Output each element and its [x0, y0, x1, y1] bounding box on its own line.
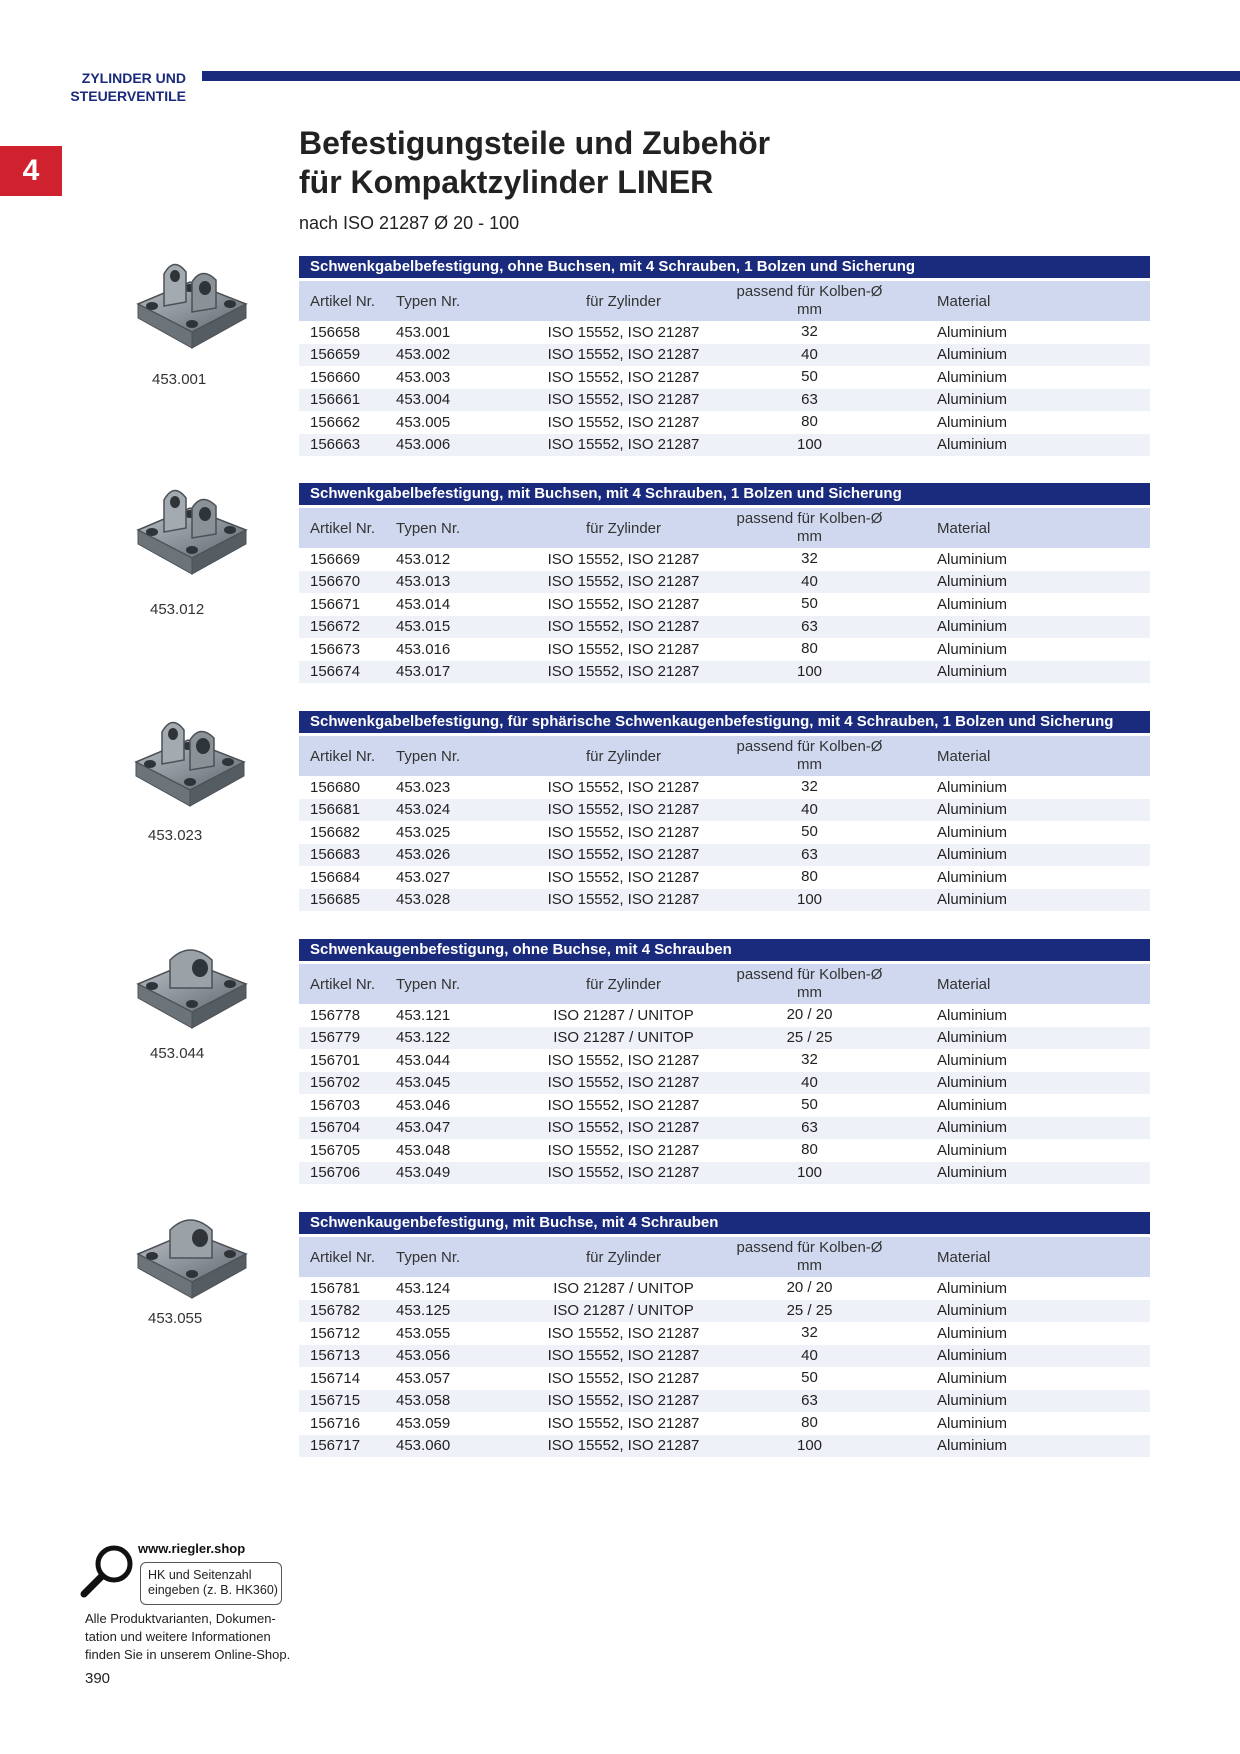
cell-material: Aluminium — [937, 323, 1008, 341]
cell-material: Aluminium — [937, 1051, 1008, 1069]
col-kolben-line2: mm — [797, 756, 822, 773]
table-header — [299, 281, 1150, 321]
cell-kolben: 80 — [801, 640, 818, 658]
cell-material: Aluminium — [937, 778, 1008, 796]
col-artikel: Artikel Nr. — [310, 747, 376, 765]
table-row — [299, 1277, 1150, 1300]
cell-material: Aluminium — [937, 1119, 1008, 1137]
cell-zylinder: ISO 15552, ISO 21287 — [547, 891, 700, 909]
cell-artikel: 156669 — [310, 550, 361, 568]
table-row — [299, 1345, 1150, 1368]
table-row — [299, 799, 1150, 822]
cell-artikel: 156670 — [310, 573, 361, 591]
cell-kolben: 20 / 20 — [786, 1279, 833, 1297]
page-title-line1: Befestigungsteile und Zubehör — [299, 125, 771, 161]
page-number: 390 — [85, 1670, 111, 1687]
cell-zylinder: ISO 15552, ISO 21287 — [547, 346, 700, 364]
cell-typen: 453.012 — [396, 550, 451, 568]
table-body — [299, 548, 1150, 683]
table-row — [299, 866, 1150, 889]
cell-artikel: 156685 — [310, 891, 361, 909]
table-row — [299, 1117, 1150, 1140]
cell-kolben: 63 — [801, 617, 818, 635]
cell-typen: 453.060 — [396, 1437, 451, 1455]
col-kolben-line1: passend für Kolben-Ø — [736, 283, 883, 300]
col-kolben — [706, 738, 913, 774]
table-row — [299, 889, 1150, 912]
cell-kolben: 40 — [801, 1346, 818, 1364]
cell-zylinder: ISO 21287 / UNITOP — [553, 1006, 694, 1024]
col-zylinder: für Zylinder — [585, 1248, 662, 1266]
col-kolben — [706, 966, 913, 1002]
col-zylinder: für Zylinder — [585, 292, 662, 310]
footer-text — [85, 1610, 290, 1664]
cell-kolben: 100 — [796, 435, 823, 453]
cell-material: Aluminium — [937, 1096, 1008, 1114]
cell-kolben: 80 — [801, 1414, 818, 1432]
cell-zylinder: ISO 15552, ISO 21287 — [547, 618, 700, 636]
table-row — [299, 1322, 1150, 1345]
cell-typen: 453.028 — [396, 891, 451, 909]
shop-hint-line1: HK und Seitenzahl — [148, 1568, 252, 1582]
table-header — [299, 736, 1150, 776]
col-kolben-line1: passend für Kolben-Ø — [736, 738, 883, 755]
footer-text-line3: finden Sie in unserem Online-Shop. — [85, 1647, 291, 1662]
cell-artikel: 156716 — [310, 1414, 361, 1432]
cell-artikel: 156778 — [310, 1006, 361, 1024]
cell-material: Aluminium — [937, 1369, 1008, 1387]
cell-material: Aluminium — [937, 1074, 1008, 1092]
product-block — [299, 483, 1150, 683]
cell-material: Aluminium — [937, 640, 1008, 658]
col-kolben-line2: mm — [797, 1257, 822, 1274]
cell-kolben: 100 — [796, 890, 823, 908]
table-row — [299, 1300, 1150, 1323]
block-title: Schwenkaugenbefestigung, mit Buchse, mit 4 Schrauben — [299, 1212, 1150, 1234]
cell-zylinder: ISO 15552, ISO 21287 — [547, 573, 700, 591]
footer-text-line2: tation und weitere Informationen — [85, 1629, 271, 1644]
cell-artikel: 156661 — [310, 391, 361, 409]
cell-artikel: 156712 — [310, 1324, 361, 1342]
table-header — [299, 1237, 1150, 1277]
cell-material: Aluminium — [937, 618, 1008, 636]
cell-kolben: 25 / 25 — [786, 1028, 833, 1046]
cell-kolben: 50 — [801, 1369, 818, 1387]
cell-kolben: 40 — [801, 800, 818, 818]
cell-typen: 453.057 — [396, 1369, 451, 1387]
page-title-line2: für Kompaktzylinder LINER — [299, 164, 714, 200]
col-artikel: Artikel Nr. — [310, 975, 376, 993]
cell-typen: 453.003 — [396, 368, 451, 386]
cell-material: Aluminium — [937, 1006, 1008, 1024]
product-block — [299, 711, 1150, 911]
table-row — [299, 321, 1150, 344]
cell-kolben: 63 — [801, 845, 818, 863]
cell-typen: 453.059 — [396, 1414, 451, 1432]
cell-artikel: 156782 — [310, 1302, 361, 1320]
cell-material: Aluminium — [937, 823, 1008, 841]
shop-hint-box — [140, 1562, 282, 1605]
cell-material: Aluminium — [937, 846, 1008, 864]
cell-artikel: 156671 — [310, 595, 361, 613]
cell-artikel: 156673 — [310, 640, 361, 658]
cell-zylinder: ISO 15552, ISO 21287 — [547, 1414, 700, 1432]
cell-artikel: 156714 — [310, 1369, 361, 1387]
col-zylinder: für Zylinder — [585, 519, 662, 537]
cell-kolben: 80 — [801, 1141, 818, 1159]
col-typen: Typen Nr. — [396, 747, 461, 765]
cell-material: Aluminium — [937, 436, 1008, 454]
table-row — [299, 821, 1150, 844]
cell-artikel: 156701 — [310, 1051, 361, 1069]
cell-artikel: 156705 — [310, 1141, 361, 1159]
cell-typen: 453.016 — [396, 640, 451, 658]
cell-zylinder: ISO 15552, ISO 21287 — [547, 436, 700, 454]
col-material: Material — [937, 747, 991, 765]
table-row — [299, 411, 1150, 434]
cell-zylinder: ISO 15552, ISO 21287 — [547, 1141, 700, 1159]
cell-material: Aluminium — [937, 1324, 1008, 1342]
section-label-line2: STEUERVENTILE — [70, 88, 186, 104]
cell-artikel: 156717 — [310, 1437, 361, 1455]
cell-zylinder: ISO 15552, ISO 21287 — [547, 640, 700, 658]
cell-artikel: 156704 — [310, 1119, 361, 1137]
cell-material: Aluminium — [937, 1302, 1008, 1320]
block-title: Schwenkgabelbefestigung, ohne Buchsen, mit 4 Schrauben, 1 Bolzen und Sicherung — [299, 256, 1150, 278]
col-material: Material — [937, 1248, 991, 1266]
cell-artikel: 156674 — [310, 663, 361, 681]
col-kolben-line2: mm — [797, 984, 822, 1001]
cell-material: Aluminium — [937, 413, 1008, 431]
cell-zylinder: ISO 15552, ISO 21287 — [547, 1051, 700, 1069]
col-zylinder: für Zylinder — [585, 747, 662, 765]
cell-artikel: 156706 — [310, 1164, 361, 1182]
product-image-label: 453.012 — [150, 601, 205, 618]
table-body — [299, 1277, 1150, 1457]
cell-material: Aluminium — [937, 868, 1008, 886]
table-row — [299, 661, 1150, 684]
cell-typen: 453.004 — [396, 391, 451, 409]
cell-artikel: 156779 — [310, 1029, 361, 1047]
table-row — [299, 1435, 1150, 1458]
cell-material: Aluminium — [937, 1029, 1008, 1047]
cell-kolben: 20 / 20 — [786, 1006, 833, 1024]
table-body — [299, 1004, 1150, 1184]
cell-kolben: 63 — [801, 390, 818, 408]
cell-material: Aluminium — [937, 1141, 1008, 1159]
table-header — [299, 964, 1150, 1004]
cell-typen: 453.122 — [396, 1029, 451, 1047]
cell-artikel: 156702 — [310, 1074, 361, 1092]
cell-zylinder: ISO 21287 / UNITOP — [553, 1302, 694, 1320]
cell-material: Aluminium — [937, 663, 1008, 681]
cell-material: Aluminium — [937, 573, 1008, 591]
table-row — [299, 1367, 1150, 1390]
cell-zylinder: ISO 15552, ISO 21287 — [547, 663, 700, 681]
product-image — [130, 1202, 250, 1312]
col-kolben — [706, 510, 913, 546]
cell-kolben: 100 — [796, 1436, 823, 1454]
cell-kolben: 32 — [801, 1051, 818, 1069]
table-row — [299, 366, 1150, 389]
cell-zylinder: ISO 15552, ISO 21287 — [547, 801, 700, 819]
cell-zylinder: ISO 15552, ISO 21287 — [547, 1369, 700, 1387]
table-header — [299, 508, 1150, 548]
cell-artikel: 156658 — [310, 323, 361, 341]
cell-material: Aluminium — [937, 346, 1008, 364]
cell-zylinder: ISO 21287 / UNITOP — [553, 1029, 694, 1047]
cell-kolben: 40 — [801, 1073, 818, 1091]
cell-kolben: 80 — [801, 413, 818, 431]
cell-zylinder: ISO 21287 / UNITOP — [553, 1279, 694, 1297]
cell-zylinder: ISO 15552, ISO 21287 — [547, 595, 700, 613]
cell-material: Aluminium — [937, 1347, 1008, 1365]
cell-typen: 453.025 — [396, 823, 451, 841]
footer-text-line1: Alle Produktvarianten, Dokumen- — [85, 1611, 276, 1626]
cell-typen: 453.015 — [396, 618, 451, 636]
cell-artikel: 156703 — [310, 1096, 361, 1114]
cell-kolben: 40 — [801, 572, 818, 590]
table-row — [299, 616, 1150, 639]
cell-typen: 453.055 — [396, 1324, 451, 1342]
cell-kolben: 25 / 25 — [786, 1301, 833, 1319]
cell-artikel: 156660 — [310, 368, 361, 386]
cell-zylinder: ISO 15552, ISO 21287 — [547, 778, 700, 796]
cell-artikel: 156680 — [310, 778, 361, 796]
cell-zylinder: ISO 15552, ISO 21287 — [547, 846, 700, 864]
cell-artikel: 156672 — [310, 618, 361, 636]
cell-kolben: 32 — [801, 323, 818, 341]
cell-zylinder: ISO 15552, ISO 21287 — [547, 1324, 700, 1342]
cell-artikel: 156781 — [310, 1279, 361, 1297]
cell-kolben: 63 — [801, 1118, 818, 1136]
col-typen: Typen Nr. — [396, 519, 461, 537]
table-row — [299, 1412, 1150, 1435]
table-row — [299, 1049, 1150, 1072]
cell-typen: 453.125 — [396, 1302, 451, 1320]
cell-artikel: 156683 — [310, 846, 361, 864]
cell-zylinder: ISO 15552, ISO 21287 — [547, 1096, 700, 1114]
cell-zylinder: ISO 15552, ISO 21287 — [547, 1437, 700, 1455]
col-kolben-line1: passend für Kolben-Ø — [736, 966, 883, 983]
product-image-label: 453.001 — [152, 371, 207, 388]
cell-artikel: 156663 — [310, 436, 361, 454]
product-block — [299, 256, 1150, 456]
cell-typen: 453.013 — [396, 573, 451, 591]
cell-kolben: 50 — [801, 368, 818, 386]
section-label — [60, 69, 186, 105]
cell-material: Aluminium — [937, 1414, 1008, 1432]
cell-typen: 453.049 — [396, 1164, 451, 1182]
table-row — [299, 1162, 1150, 1185]
cell-zylinder: ISO 15552, ISO 21287 — [547, 391, 700, 409]
col-kolben-line1: passend für Kolben-Ø — [736, 510, 883, 527]
col-artikel: Artikel Nr. — [310, 292, 376, 310]
cell-artikel: 156684 — [310, 868, 361, 886]
cell-kolben: 32 — [801, 550, 818, 568]
cell-typen: 453.048 — [396, 1141, 451, 1159]
cell-material: Aluminium — [937, 1164, 1008, 1182]
cell-zylinder: ISO 15552, ISO 21287 — [547, 823, 700, 841]
cell-typen: 453.006 — [396, 436, 451, 454]
section-label-line1: ZYLINDER UND — [81, 70, 186, 86]
cell-kolben: 100 — [796, 662, 823, 680]
product-image — [130, 252, 250, 362]
cell-artikel: 156681 — [310, 801, 361, 819]
cell-artikel: 156713 — [310, 1347, 361, 1365]
cell-typen: 453.005 — [396, 413, 451, 431]
magnifier-icon — [78, 1542, 138, 1602]
cell-typen: 453.017 — [396, 663, 451, 681]
cell-zylinder: ISO 15552, ISO 21287 — [547, 1164, 700, 1182]
cell-zylinder: ISO 15552, ISO 21287 — [547, 1392, 700, 1410]
cell-artikel: 156659 — [310, 346, 361, 364]
cell-typen: 453.027 — [396, 868, 451, 886]
col-artikel: Artikel Nr. — [310, 519, 376, 537]
cell-kolben: 32 — [801, 778, 818, 796]
cell-typen: 453.046 — [396, 1096, 451, 1114]
page-title — [299, 124, 770, 202]
shop-hint-line2: eingeben (z. B. HK360) — [148, 1583, 278, 1597]
col-artikel: Artikel Nr. — [310, 1248, 376, 1266]
cell-artikel: 156715 — [310, 1392, 361, 1410]
product-block — [299, 1212, 1150, 1457]
cell-kolben: 50 — [801, 823, 818, 841]
cell-zylinder: ISO 15552, ISO 21287 — [547, 413, 700, 431]
table-row — [299, 1072, 1150, 1095]
table-row — [299, 571, 1150, 594]
cell-zylinder: ISO 15552, ISO 21287 — [547, 323, 700, 341]
cell-kolben: 50 — [801, 1096, 818, 1114]
cell-zylinder: ISO 15552, ISO 21287 — [547, 368, 700, 386]
col-kolben-line2: mm — [797, 528, 822, 545]
cell-material: Aluminium — [937, 1437, 1008, 1455]
cell-zylinder: ISO 15552, ISO 21287 — [547, 1119, 700, 1137]
table-row — [299, 389, 1150, 412]
col-kolben-line2: mm — [797, 301, 822, 318]
col-zylinder: für Zylinder — [585, 975, 662, 993]
product-image — [130, 478, 250, 588]
cell-material: Aluminium — [937, 368, 1008, 386]
page-subtitle: nach ISO 21287 Ø 20 - 100 — [299, 213, 520, 233]
product-image-label: 453.023 — [148, 827, 203, 844]
table-body — [299, 321, 1150, 456]
cell-typen: 453.026 — [396, 846, 451, 864]
cell-typen: 453.024 — [396, 801, 451, 819]
cell-kolben: 40 — [801, 345, 818, 363]
col-kolben-line1: passend für Kolben-Ø — [736, 1239, 883, 1256]
cell-typen: 453.056 — [396, 1347, 451, 1365]
col-material: Material — [937, 292, 991, 310]
col-material: Material — [937, 519, 991, 537]
block-title: Schwenkgabelbefestigung, mit Buchsen, mit 4 Schrauben, 1 Bolzen und Sicherung — [299, 483, 1150, 505]
block-title: Schwenkaugenbefestigung, ohne Buchse, mit 4 Schrauben — [299, 939, 1150, 961]
cell-typen: 453.121 — [396, 1006, 451, 1024]
cell-material: Aluminium — [937, 891, 1008, 909]
block-title: Schwenkgabelbefestigung, für sphärische Schwenkaugenbefestigung, mit 4 Schrauben, 1 Bolzen und Sicherung — [299, 711, 1150, 733]
cell-zylinder: ISO 15552, ISO 21287 — [547, 1074, 700, 1092]
cell-zylinder: ISO 15552, ISO 21287 — [547, 1347, 700, 1365]
cell-typen: 453.047 — [396, 1119, 451, 1137]
cell-material: Aluminium — [937, 801, 1008, 819]
col-typen: Typen Nr. — [396, 292, 461, 310]
table-row — [299, 593, 1150, 616]
cell-kolben: 32 — [801, 1324, 818, 1342]
table-row — [299, 844, 1150, 867]
col-kolben — [706, 1239, 913, 1275]
cell-typen: 453.002 — [396, 346, 451, 364]
cell-kolben: 100 — [796, 1163, 823, 1181]
product-image-label: 453.055 — [148, 1310, 203, 1327]
shop-url[interactable]: www.riegler.shop — [138, 1541, 246, 1556]
cell-material: Aluminium — [937, 391, 1008, 409]
product-image — [128, 710, 248, 820]
cell-material: Aluminium — [937, 550, 1008, 568]
cell-kolben: 50 — [801, 595, 818, 613]
table-row — [299, 1139, 1150, 1162]
cell-typen: 453.001 — [396, 323, 451, 341]
table-row — [299, 1094, 1150, 1117]
product-image — [130, 932, 250, 1042]
col-kolben — [706, 283, 913, 319]
chapter-tab: 4 — [0, 146, 62, 196]
table-row — [299, 776, 1150, 799]
cell-material: Aluminium — [937, 1279, 1008, 1297]
cell-typen: 453.124 — [396, 1279, 451, 1297]
cell-zylinder: ISO 15552, ISO 21287 — [547, 868, 700, 886]
cell-typen: 453.045 — [396, 1074, 451, 1092]
cell-typen: 453.014 — [396, 595, 451, 613]
cell-kolben: 63 — [801, 1391, 818, 1409]
product-image-label: 453.044 — [150, 1045, 205, 1062]
cell-material: Aluminium — [937, 1392, 1008, 1410]
col-typen: Typen Nr. — [396, 1248, 461, 1266]
col-typen: Typen Nr. — [396, 975, 461, 993]
table-row — [299, 638, 1150, 661]
cell-kolben: 80 — [801, 868, 818, 886]
table-row — [299, 1390, 1150, 1413]
cell-typen: 453.058 — [396, 1392, 451, 1410]
cell-zylinder: ISO 15552, ISO 21287 — [547, 550, 700, 568]
table-row — [299, 434, 1150, 457]
col-material: Material — [937, 975, 991, 993]
cell-typen: 453.044 — [396, 1051, 451, 1069]
top-rule — [202, 71, 1240, 81]
cell-typen: 453.023 — [396, 778, 451, 796]
table-row — [299, 1004, 1150, 1027]
table-row — [299, 1027, 1150, 1050]
table-body — [299, 776, 1150, 911]
cell-material: Aluminium — [937, 595, 1008, 613]
table-row — [299, 344, 1150, 367]
cell-artikel: 156682 — [310, 823, 361, 841]
table-row — [299, 548, 1150, 571]
cell-artikel: 156662 — [310, 413, 361, 431]
product-block — [299, 939, 1150, 1184]
